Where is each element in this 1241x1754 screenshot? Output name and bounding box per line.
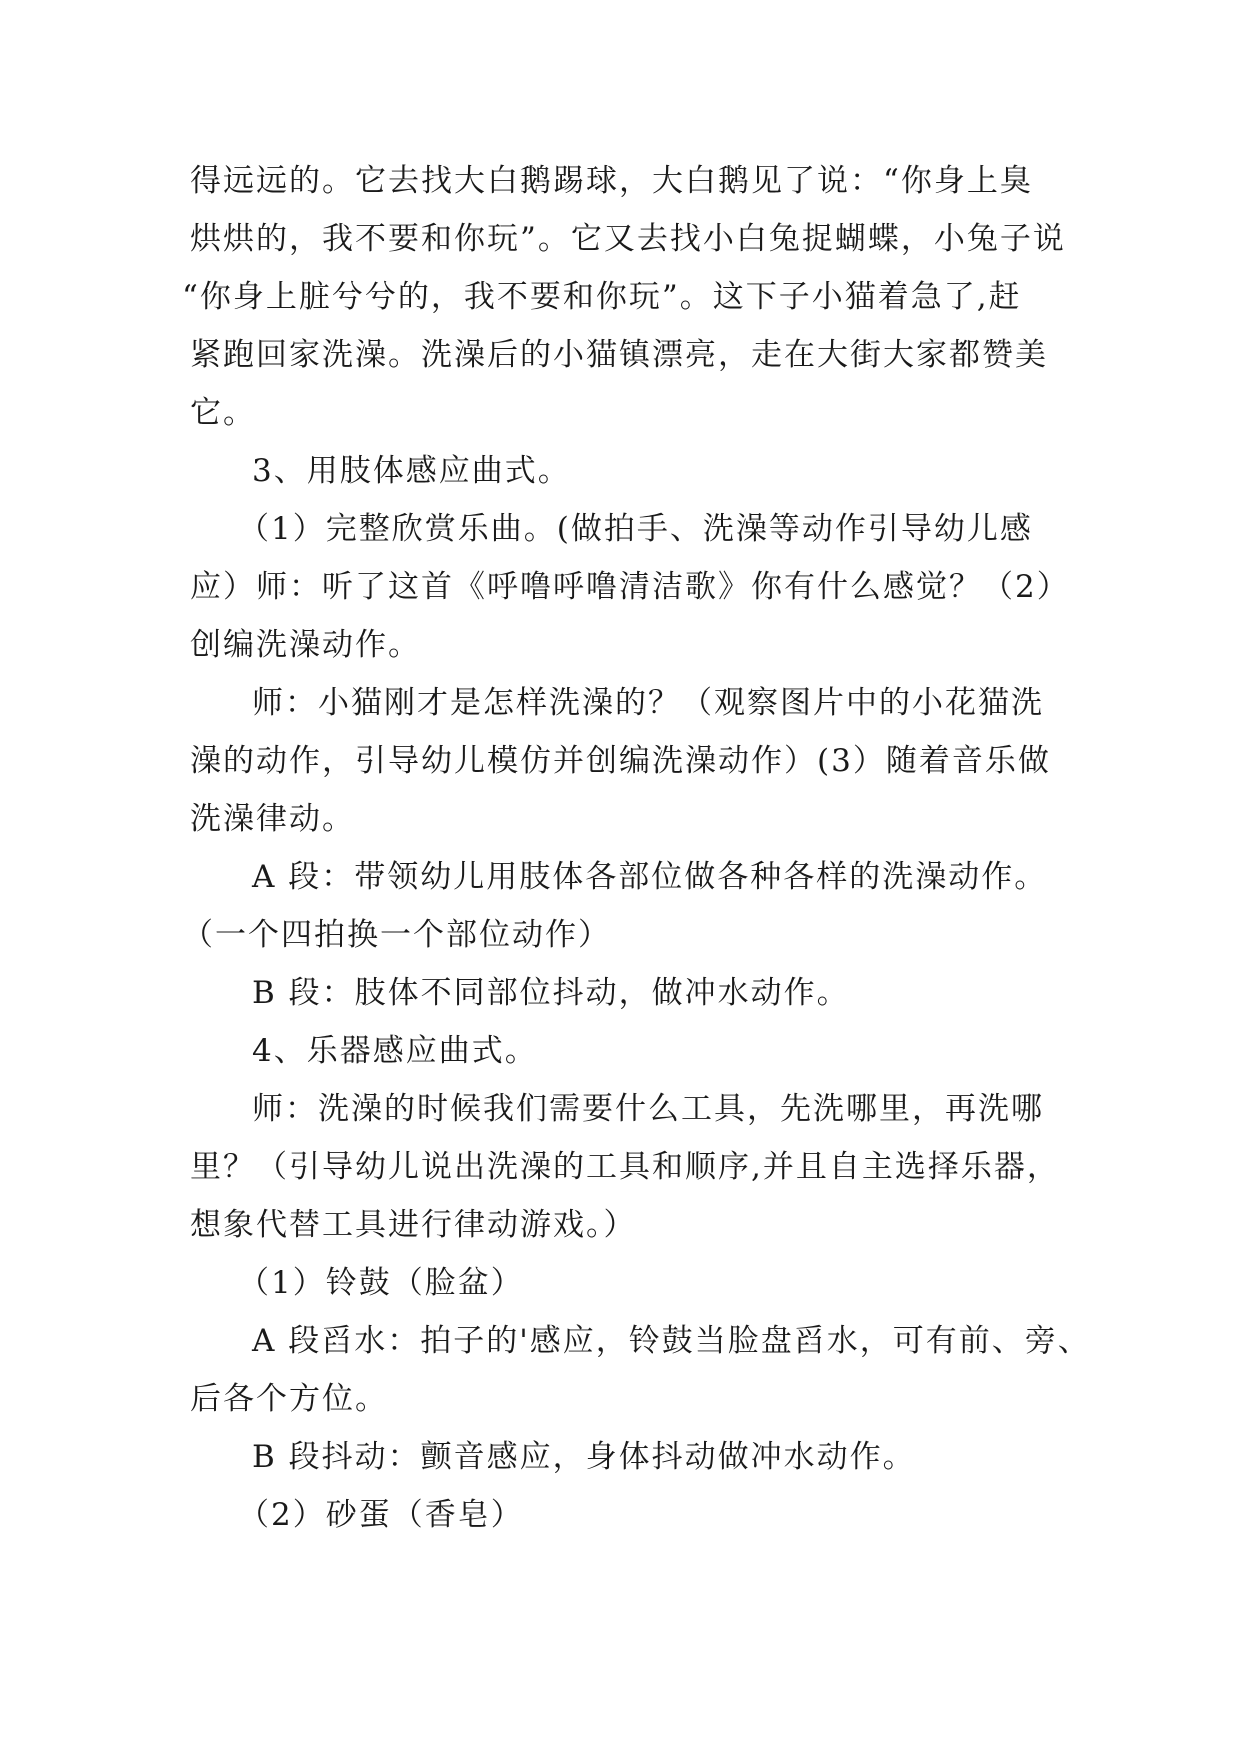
text-line: 里？（引导幼儿说出洗澡的工具和顺序,并且自主选择乐器，	[190, 1149, 1060, 1185]
text-line: 后各个方位。	[190, 1381, 388, 1417]
document-body	[182, 152, 1091, 1544]
text-line: B 段：肢体不同部位抖动，做冲水动作。	[252, 975, 850, 1011]
text-line: 应）师：听了这首《呼噜呼噜清洁歌》你有什么感觉？（2）	[190, 569, 1070, 605]
text-line: B 段抖动：颤音感应，身体抖动做冲水动作。	[252, 1439, 916, 1475]
section-heading: 4、乐器感应曲式。	[252, 1033, 538, 1069]
text-line: “你身上脏兮兮的，我不要和你玩”。这下子小猫着急了,赶	[182, 279, 1022, 315]
section-heading: 3、用肢体感应曲式。	[252, 453, 571, 489]
text-line: A 段舀水：拍子的'感应，铃鼓当脸盘舀水，可有前、旁、	[252, 1323, 1091, 1359]
text-line: A 段：带领幼儿用肢体各部位做各种各样的洗澡动作。	[252, 859, 1048, 895]
text-line: 紧跑回家洗澡。洗澡后的小猫镇漂亮，走在大街大家都赞美	[190, 337, 1048, 373]
text-line: （一个四拍换一个部位动作）	[182, 917, 611, 953]
text-line: （1）完整欣赏乐曲。(做拍手、洗澡等动作引导幼儿感	[238, 511, 1033, 547]
text-line: 澡的动作，引导幼儿模仿并创编洗澡动作）(3）随着音乐做	[190, 743, 1051, 779]
text-line: 洗澡律动。	[190, 801, 355, 837]
text-line: 师：小猫刚才是怎样洗澡的？（观察图片中的小花猫洗	[252, 685, 1044, 721]
text-line: 创编洗澡动作。	[190, 627, 421, 663]
text-line: （1）铃鼓（脸盆）	[238, 1265, 524, 1301]
text-line: 烘烘的，我不要和你玩”。它又去找小白兔捉蝴蝶，小兔子说	[190, 221, 1066, 257]
text-line: 它。	[190, 395, 256, 431]
text-line: 师：洗澡的时候我们需要什么工具，先洗哪里，再洗哪	[252, 1091, 1044, 1127]
text-line: （2）砂蛋（香皂）	[238, 1497, 524, 1533]
text-line: 想象代替工具进行律动游戏。）	[190, 1207, 637, 1243]
text-line: 得远远的。它去找大白鹅踢球，大白鹅见了说：“你身上臭	[190, 163, 1033, 199]
